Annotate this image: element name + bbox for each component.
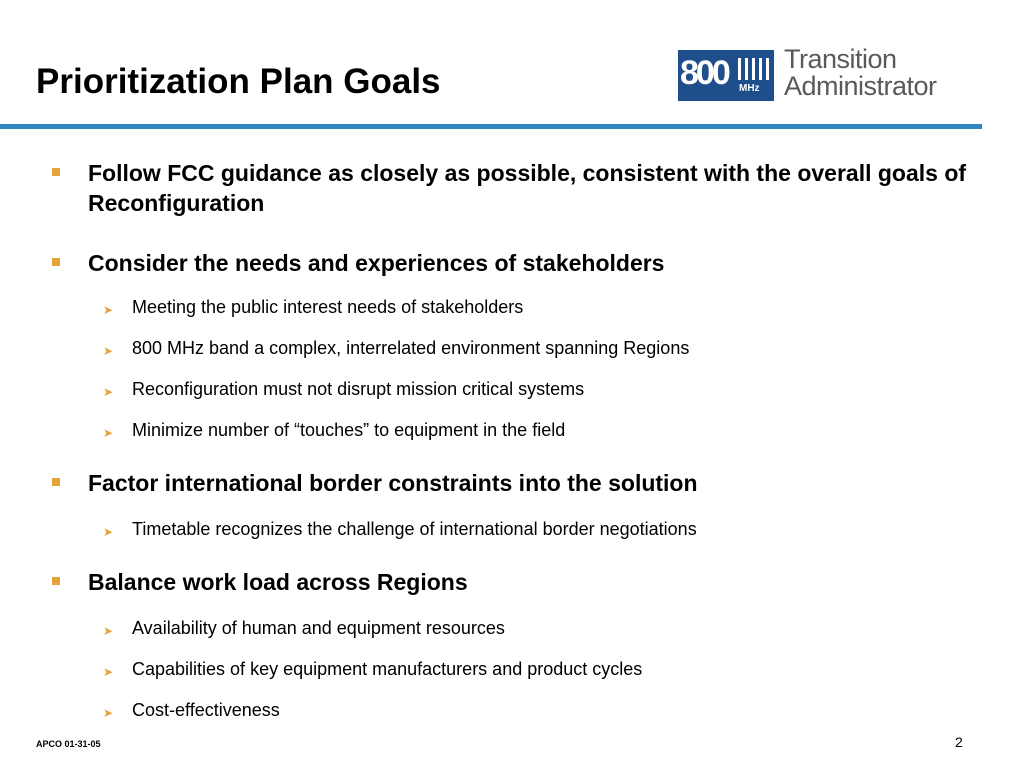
arrow-bullet-icon: ➤ <box>103 303 114 317</box>
sub-bullet-text: 800 MHz band a complex, interrelated environment spanning Regions <box>132 338 690 358</box>
bullet-4-text: Balance work load across Regions <box>88 569 468 595</box>
bullet-1 <box>88 158 968 218</box>
footer-label: APCO 01-31-05 <box>36 739 101 749</box>
arrow-bullet-icon: ➤ <box>103 344 114 358</box>
arrow-bullet-icon: ➤ <box>103 385 114 399</box>
logo-text <box>784 46 937 100</box>
bullet-2-text: Consider the needs and experiences of stakeholders <box>88 250 665 276</box>
logo-bars-icon <box>738 58 770 80</box>
sub-bullet-4-3 <box>103 699 280 721</box>
sub-bullet-2-3 <box>103 378 585 400</box>
sub-bullet-2-1 <box>103 296 524 318</box>
title-rule <box>0 124 982 129</box>
slide-title: Prioritization Plan Goals <box>36 62 441 101</box>
logo-badge <box>678 50 774 101</box>
sub-bullet-2-2 <box>103 337 690 359</box>
square-bullet-icon <box>52 168 60 176</box>
arrow-bullet-icon: ➤ <box>103 624 114 638</box>
square-bullet-icon <box>52 478 60 486</box>
sub-bullet-text: Meeting the public interest needs of stakeholders <box>132 297 524 317</box>
logo-unit: MHz <box>739 83 760 94</box>
page-number: 2 <box>955 734 963 750</box>
sub-bullet-text: Minimize number of “touches” to equipment in the field <box>132 420 566 440</box>
bullet-4 <box>88 567 968 597</box>
sub-bullet-text: Reconfiguration must not disrupt mission critical systems <box>132 379 585 399</box>
arrow-bullet-icon: ➤ <box>103 706 114 720</box>
square-bullet-icon <box>52 258 60 266</box>
square-bullet-icon <box>52 577 60 585</box>
arrow-bullet-icon: ➤ <box>103 426 114 440</box>
sub-bullet-text: Capabilities of key equipment manufacturers and product cycles <box>132 659 643 679</box>
bullet-3 <box>88 468 968 498</box>
sub-bullet-text: Availability of human and equipment resources <box>132 618 505 638</box>
sub-bullet-text: Timetable recognizes the challenge of international border negotiations <box>132 519 697 539</box>
arrow-bullet-icon: ➤ <box>103 665 114 679</box>
sub-bullet-2-4 <box>103 419 566 441</box>
sub-bullet-4-2 <box>103 658 643 680</box>
bullet-1-text: Follow FCC guidance as closely as possible, consistent with the overall goals of Reconfiguration <box>88 160 967 216</box>
logo-line-1: Transition <box>784 44 897 74</box>
sub-bullet-text: Cost-effectiveness <box>132 700 280 720</box>
bullet-3-text: Factor international border constraints into the solution <box>88 470 698 496</box>
sub-bullet-4-1 <box>103 617 505 639</box>
bullet-2 <box>88 248 968 278</box>
logo-line-2: Administrator <box>784 71 937 101</box>
sub-bullet-3-1 <box>103 518 697 540</box>
arrow-bullet-icon: ➤ <box>103 525 114 539</box>
logo-number: 800 <box>680 54 728 92</box>
logo <box>678 46 978 102</box>
